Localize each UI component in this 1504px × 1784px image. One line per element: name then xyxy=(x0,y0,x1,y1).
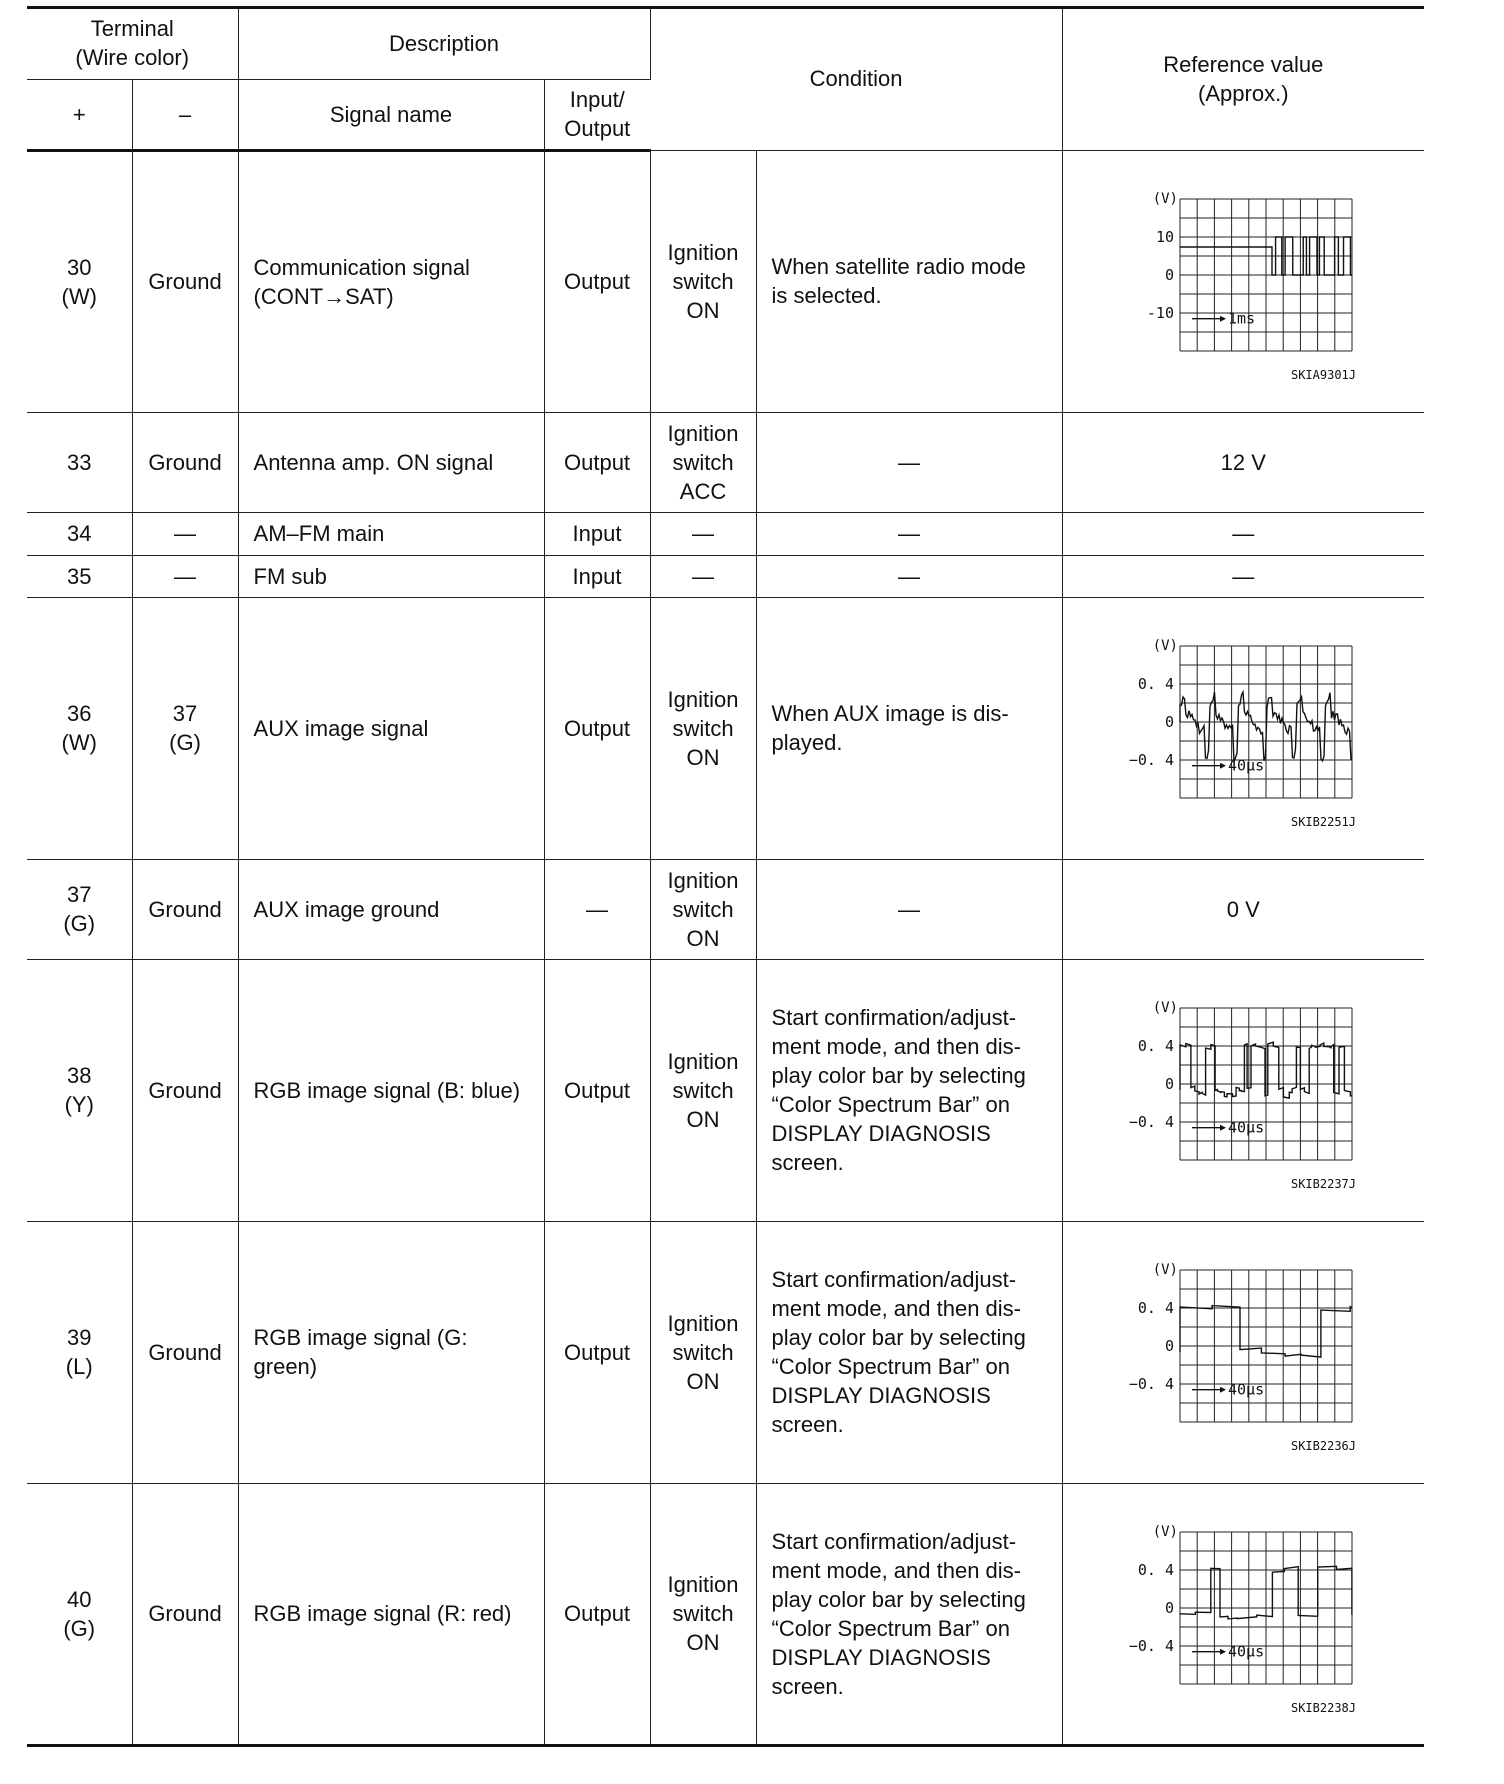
reference-value xyxy=(1062,1483,1424,1745)
plus-wire-color: (L) xyxy=(65,1354,93,1379)
minus-terminal xyxy=(132,597,238,859)
minus-terminal xyxy=(132,150,238,412)
header-condition: Condition xyxy=(650,8,1062,150)
condition-switch-line: ACC xyxy=(679,478,727,504)
scope-unit-label: (V) xyxy=(1153,1523,1179,1540)
time-scale-arrowhead xyxy=(1220,1387,1226,1393)
condition-switch-line: — xyxy=(692,521,715,546)
signal-name-line: (CONT→SAT) xyxy=(253,283,394,309)
header-description: Description xyxy=(238,8,650,79)
scope-time-label: 40μs xyxy=(1228,1118,1265,1137)
terminal-table xyxy=(27,8,1424,1747)
condition-detail-line: — xyxy=(898,521,921,546)
condition-detail-line: ment mode, and then dis- xyxy=(771,1557,1022,1583)
condition-detail-line: screen. xyxy=(771,1150,844,1175)
plus-terminal xyxy=(27,597,132,859)
condition-detail-line: screen. xyxy=(771,1412,844,1437)
oscilloscope-waveform xyxy=(1118,181,1368,381)
condition-detail-line: When AUX image is dis- xyxy=(771,701,1009,726)
condition-switch-line: ON xyxy=(686,1368,720,1394)
minus-terminal-number: Ground xyxy=(148,896,222,922)
table-row xyxy=(27,597,1424,859)
minus-terminal-number: — xyxy=(174,563,196,589)
time-scale-arrowhead xyxy=(1220,763,1226,769)
condition-detail-line: ment mode, and then dis- xyxy=(771,1296,1022,1321)
input-output: Output xyxy=(544,1483,650,1745)
plus-terminal-number: 37 xyxy=(67,882,92,907)
condition-detail-line: DISPLAY DIAGNOSIS xyxy=(771,1383,991,1408)
minus-terminal xyxy=(132,959,238,1221)
condition-switch-line: switch xyxy=(672,1601,734,1626)
condition-detail xyxy=(756,1483,1062,1745)
signal-name-line: RGB image signal (R: red) xyxy=(253,1601,512,1626)
condition-switch xyxy=(650,959,756,1221)
plus-terminal-number: 33 xyxy=(67,449,92,475)
minus-terminal-number: Ground xyxy=(148,1601,222,1626)
condition-switch-line: switch xyxy=(672,449,734,475)
condition-detail-line: DISPLAY DIAGNOSIS xyxy=(771,1121,991,1146)
signal-name xyxy=(238,150,544,412)
condition-detail-line: ment mode, and then dis- xyxy=(771,1034,1022,1059)
signal-name-line: Communication signal xyxy=(253,254,470,280)
plus-terminal xyxy=(27,412,132,512)
table-row xyxy=(27,859,1424,959)
input-output: Output xyxy=(544,412,650,512)
scope-y-bottom-label: −0. 4 xyxy=(1129,1113,1175,1131)
header-row-1 xyxy=(27,8,1424,79)
header-terminal xyxy=(27,8,238,79)
condition-detail-line: play color bar by selecting xyxy=(771,1586,1026,1612)
scope-grid xyxy=(1180,1270,1352,1422)
minus-terminal-number: Ground xyxy=(148,449,222,475)
plus-wire-color: (G) xyxy=(63,1615,96,1641)
scope-time-label: 40μs xyxy=(1228,756,1265,775)
reference-value xyxy=(1062,1221,1424,1483)
input-output: Input xyxy=(544,512,650,555)
plus-terminal-number: 38 xyxy=(67,1063,92,1088)
condition-detail-line: — xyxy=(898,896,921,922)
minus-terminal-number: Ground xyxy=(148,1077,222,1103)
condition-switch xyxy=(650,512,756,555)
scope-y-zero-label: 0 xyxy=(1165,713,1175,731)
input-output: Output xyxy=(544,1221,650,1483)
condition-switch-line: ON xyxy=(686,297,720,323)
reference-value xyxy=(1062,959,1424,1221)
condition-detail-line: “Color Spectrum Bar” on xyxy=(771,1615,1010,1641)
signal-name xyxy=(238,959,544,1221)
condition-detail xyxy=(756,1221,1062,1483)
condition-switch-line: Ignition xyxy=(667,867,739,893)
scope-y-top-label: 0. 4 xyxy=(1138,675,1175,693)
reference-value xyxy=(1062,597,1424,859)
reference-value: — xyxy=(1062,512,1424,555)
scope-grid xyxy=(1180,1532,1352,1684)
table-row xyxy=(27,555,1424,597)
plus-wire-color: (W) xyxy=(61,283,97,309)
condition-switch-line: ON xyxy=(686,744,720,770)
oscilloscope-waveform xyxy=(1118,990,1368,1190)
condition-detail xyxy=(756,150,1062,412)
condition-detail-line: screen. xyxy=(771,1673,844,1699)
input-output: — xyxy=(544,859,650,959)
condition-switch xyxy=(650,859,756,959)
signal-name xyxy=(238,412,544,512)
time-scale-arrowhead xyxy=(1220,1648,1226,1654)
minus-terminal xyxy=(132,555,238,597)
signal-name xyxy=(238,512,544,555)
plus-wire-color: (Y) xyxy=(64,1092,94,1117)
reference-value xyxy=(1062,150,1424,412)
condition-detail xyxy=(756,412,1062,512)
input-output: Input xyxy=(544,555,650,597)
signal-name xyxy=(238,859,544,959)
signal-name-line: AUX image ground xyxy=(253,896,440,922)
scope-y-bottom-label: −0. 4 xyxy=(1129,751,1175,769)
minus-terminal-number: Ground xyxy=(148,269,222,294)
plus-terminal-number: 40 xyxy=(67,1586,92,1612)
condition-switch-line: Ignition xyxy=(667,1310,739,1336)
header-reference-line1: Reference value xyxy=(1163,51,1324,77)
condition-detail-line: is selected. xyxy=(771,283,882,308)
scope-unit-label: (V) xyxy=(1153,1262,1179,1278)
header-reference xyxy=(1062,8,1424,150)
signal-name-line: AUX image signal xyxy=(253,715,429,741)
header-io-line1: Input/ xyxy=(569,87,625,112)
header-io xyxy=(544,79,650,150)
condition-switch-line: Ignition xyxy=(667,239,739,265)
condition-detail-line: played. xyxy=(771,730,843,755)
reference-value: — xyxy=(1062,555,1424,597)
condition-detail-line: When satellite radio mode xyxy=(771,254,1026,279)
minus-wire-color: (G) xyxy=(169,730,201,755)
scope-y-zero-label: 0 xyxy=(1165,1075,1175,1093)
condition-detail xyxy=(756,555,1062,597)
header-signal-name: Signal name xyxy=(238,79,544,150)
scope-figure-code: SKIB2236J xyxy=(1291,1439,1357,1452)
scope-y-zero-label: 0 xyxy=(1165,1337,1175,1355)
plus-terminal-number: 30 xyxy=(67,254,92,280)
condition-detail-line: “Color Spectrum Bar” on xyxy=(771,1354,1010,1379)
header-minus: – xyxy=(132,79,238,150)
condition-detail-line: play color bar by selecting xyxy=(771,1325,1026,1350)
time-scale-arrowhead xyxy=(1220,316,1226,322)
minus-terminal-number: Ground xyxy=(148,1339,222,1365)
condition-detail-line: Start confirmation/adjust- xyxy=(771,1005,1017,1030)
signal-name-line: green) xyxy=(253,1354,318,1379)
input-output: Output xyxy=(544,959,650,1221)
condition-switch-line: switch xyxy=(672,268,734,294)
condition-detail-line: “Color Spectrum Bar” on xyxy=(771,1092,1010,1117)
scope-time-label: 40μs xyxy=(1228,1380,1265,1399)
condition-switch xyxy=(650,412,756,512)
input-output: Output xyxy=(544,597,650,859)
condition-switch-line: Ignition xyxy=(667,686,739,712)
condition-detail xyxy=(756,512,1062,555)
condition-switch-line: switch xyxy=(672,715,734,741)
table-row xyxy=(27,150,1424,412)
signal-name-line: RGB image signal (B: blue) xyxy=(253,1077,521,1103)
condition-detail-line: Start confirmation/adjust- xyxy=(771,1528,1017,1554)
table-row xyxy=(27,959,1424,1221)
condition-switch-line: Ignition xyxy=(667,420,739,446)
scope-y-zero-label: 0 xyxy=(1165,266,1175,284)
signal-name-line: RGB image signal (G: xyxy=(253,1325,468,1350)
reference-value: 12 V xyxy=(1062,412,1424,512)
scope-y-zero-label: 0 xyxy=(1165,1598,1175,1617)
signal-name-line: Antenna amp. ON signal xyxy=(253,449,494,475)
scope-y-bottom-label: −0. 4 xyxy=(1129,1636,1175,1655)
scope-time-label: 40μs xyxy=(1228,1642,1265,1661)
plus-terminal-number: 36 xyxy=(67,701,92,726)
condition-switch-line: switch xyxy=(672,1339,734,1365)
condition-switch-line: ON xyxy=(686,925,720,951)
table-row xyxy=(27,412,1424,512)
scope-unit-label: (V) xyxy=(1153,1000,1179,1016)
condition-detail-line: — xyxy=(898,449,921,475)
plus-terminal xyxy=(27,859,132,959)
signal-name-line: AM–FM main xyxy=(253,521,385,546)
minus-terminal-number: — xyxy=(174,521,196,546)
header-terminal-line1: Terminal xyxy=(90,16,174,42)
condition-switch-line: ON xyxy=(686,1630,720,1655)
plus-terminal xyxy=(27,1221,132,1483)
scope-y-top-label: 10 xyxy=(1156,228,1175,246)
condition-switch-line: switch xyxy=(672,1077,734,1103)
plus-terminal-number: 34 xyxy=(67,521,92,546)
plus-terminal xyxy=(27,555,132,597)
input-output: Output xyxy=(544,150,650,412)
scope-time-label: 1ms xyxy=(1228,309,1256,328)
oscilloscope-waveform xyxy=(1118,1514,1368,1714)
minus-terminal xyxy=(132,1483,238,1745)
signal-name xyxy=(238,1483,544,1745)
plus-terminal-number: 35 xyxy=(67,563,92,589)
condition-detail-line: play color bar by selecting xyxy=(771,1063,1026,1088)
condition-switch-line: — xyxy=(692,563,715,589)
scope-figure-code: SKIB2238J xyxy=(1291,1700,1357,1714)
condition-detail xyxy=(756,959,1062,1221)
table-row xyxy=(27,512,1424,555)
scope-y-bottom-label: -10 xyxy=(1147,304,1175,322)
scope-unit-label: (V) xyxy=(1153,638,1179,654)
minus-terminal xyxy=(132,1221,238,1483)
header-plus: + xyxy=(27,79,132,150)
oscilloscope-waveform xyxy=(1118,1252,1368,1452)
plus-wire-color: (G) xyxy=(63,911,96,936)
condition-switch xyxy=(650,1483,756,1745)
condition-detail-line: — xyxy=(898,563,921,589)
condition-switch-line: Ignition xyxy=(667,1048,739,1074)
header-reference-line2: (Approx.) xyxy=(1198,80,1289,106)
condition-detail-line: DISPLAY DIAGNOSIS xyxy=(771,1644,991,1670)
scope-y-bottom-label: −0. 4 xyxy=(1129,1375,1175,1393)
plus-wire-color: (W) xyxy=(61,730,97,755)
signal-name xyxy=(238,597,544,859)
header-terminal-line2: (Wire color) xyxy=(75,45,190,71)
minus-terminal xyxy=(132,512,238,555)
scope-y-top-label: 0. 4 xyxy=(1138,1299,1175,1317)
condition-switch xyxy=(650,555,756,597)
plus-terminal xyxy=(27,1483,132,1745)
signal-name xyxy=(238,555,544,597)
condition-switch xyxy=(650,597,756,859)
plus-terminal xyxy=(27,512,132,555)
table-row xyxy=(27,1483,1424,1745)
condition-switch-line: switch xyxy=(672,896,734,922)
condition-detail-line: Start confirmation/adjust- xyxy=(771,1267,1017,1292)
header-io-line2: Output xyxy=(564,116,631,141)
condition-switch xyxy=(650,1221,756,1483)
scope-y-top-label: 0. 4 xyxy=(1138,1037,1175,1055)
signal-name xyxy=(238,1221,544,1483)
scope-figure-code: SKIB2251J xyxy=(1291,815,1357,828)
plus-terminal xyxy=(27,150,132,412)
signal-name-line: FM sub xyxy=(253,563,327,589)
plus-terminal-number: 39 xyxy=(67,1325,92,1350)
condition-detail xyxy=(756,859,1062,959)
time-scale-arrowhead xyxy=(1220,1125,1226,1131)
minus-terminal xyxy=(132,859,238,959)
plus-terminal xyxy=(27,959,132,1221)
condition-detail xyxy=(756,597,1062,859)
table-row xyxy=(27,1221,1424,1483)
condition-switch-line: Ignition xyxy=(667,1572,739,1597)
condition-switch-line: ON xyxy=(686,1106,720,1132)
minus-terminal xyxy=(132,412,238,512)
scope-figure-code: SKIB2237J xyxy=(1291,1177,1357,1190)
scope-figure-code: SKIA9301J xyxy=(1291,368,1357,381)
condition-switch xyxy=(650,150,756,412)
minus-terminal-number: 37 xyxy=(172,701,198,726)
oscilloscope-waveform xyxy=(1118,628,1368,828)
reference-value: 0 V xyxy=(1062,859,1424,959)
scope-unit-label: (V) xyxy=(1153,191,1179,207)
scope-y-top-label: 0. 4 xyxy=(1138,1560,1175,1579)
